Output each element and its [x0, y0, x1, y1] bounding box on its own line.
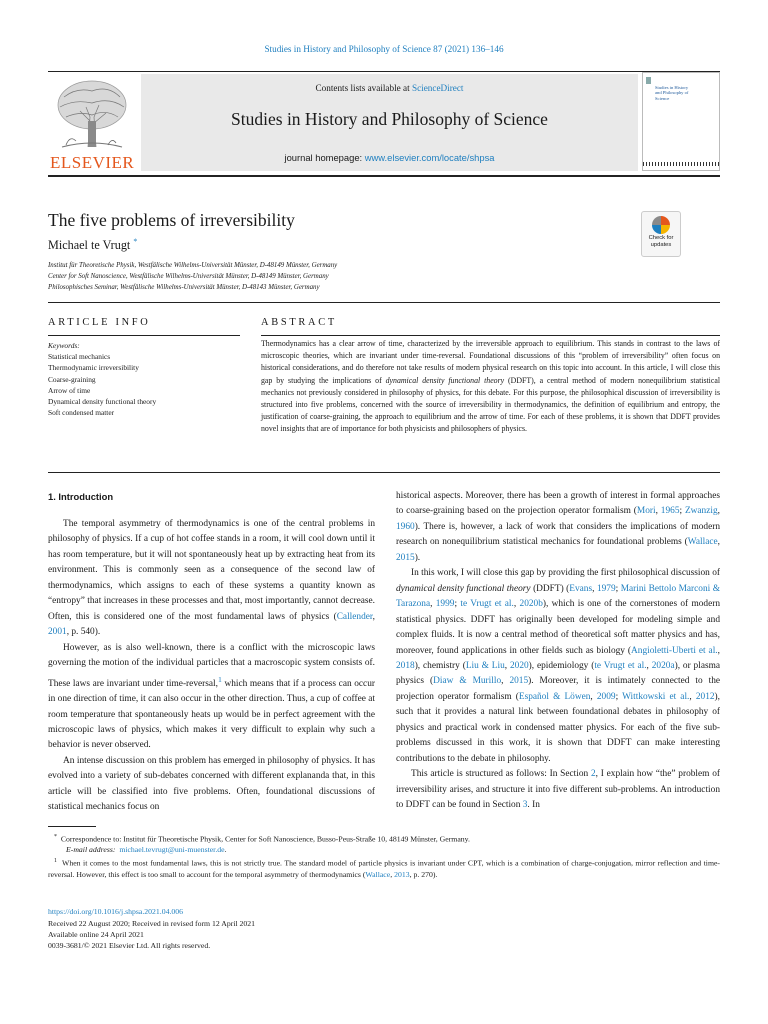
affiliation: Center for Soft Nanoscience, Westfälische Wilhelms-Universität Münster, D-48149 Münster, Germany [48, 273, 329, 280]
citation-link[interactable]: 2015 [509, 676, 529, 687]
divider [48, 302, 720, 303]
citation-link[interactable]: 2018 [396, 660, 415, 671]
citation-link[interactable]: 2001 [48, 627, 67, 638]
abstract-text [261, 338, 720, 436]
abstract-part: Thermodynamics has a clear arrow of time, characterized by the irreversible approach to equilibrium. This stands in contrast to the laws of microscopic theories, which are invariant under time-reversal. Foundational discussions of this “problem of irreversibility” often focus on historical considerations, and do therefore not take results of modern physical research on this topic into account. In this article, I will close this gap by studying the implications of [261, 339, 720, 385]
citation-link[interactable]: 2020b [519, 599, 543, 610]
cover-barcode [643, 162, 719, 166]
copyright: 0039-3681/© 2021 Elsevier Ltd. All rights reserved. [48, 941, 211, 950]
body-column-right [396, 489, 720, 814]
body-column-left [48, 517, 375, 816]
citation-link[interactable]: 2020 [509, 660, 529, 671]
citation-link[interactable]: te Vrugt et al. [594, 660, 647, 671]
citation-link[interactable]: Wallace [365, 869, 391, 879]
check-updates-icon [652, 216, 670, 234]
affiliation: Philosophisches Seminar, Westfälische Wilhelms-Universität Münster, D-48143 Münster, Germany [48, 284, 320, 291]
footnote-link[interactable]: 1 [217, 674, 222, 684]
journal-band [141, 74, 638, 171]
keyword: Thermodynamic irreversibility [48, 363, 139, 372]
citation-link[interactable]: Diaw & Murillo [433, 676, 502, 687]
citation-link[interactable]: 2012 [695, 691, 715, 702]
check-updates-line: updates [650, 241, 672, 248]
author-line [48, 237, 137, 253]
section-link[interactable]: 3 [522, 800, 528, 811]
citation-link[interactable]: Wallace [687, 537, 718, 548]
keyword: Statistical mechanics [48, 352, 111, 361]
divider [261, 335, 720, 336]
article-title: The five problems of irreversibility [48, 210, 295, 230]
citation-link[interactable]: Evans [569, 583, 593, 594]
keyword: Arrow of time [48, 386, 91, 395]
citation-link[interactable]: Zwanzig [684, 506, 718, 517]
citation-link[interactable]: 1965 [660, 506, 680, 517]
citation-link[interactable]: 1979 [596, 583, 616, 594]
citation-link[interactable]: 2020a [651, 660, 675, 671]
citation-link[interactable]: Angioletti-Uberti et al. [631, 645, 718, 656]
divider [48, 472, 720, 473]
sciencedirect-link[interactable]: ScienceDirect [411, 83, 464, 93]
paragraph: An intense discussion on this problem has emerged in philosophy of physics. It has evolved into a variety of sub-debates concerned with different explananda that, in this article will be classified into five problems. Often, foundational discussions of statistical mechanics focus on [48, 755, 375, 813]
elsevier-logo[interactable] [48, 75, 136, 171]
homepage-link[interactable]: www.elsevier.com/locate/shpsa [364, 152, 495, 163]
cover-title: Studies in History and Philosophy of Science [655, 85, 689, 101]
check-for-updates-button[interactable] [641, 211, 681, 257]
citation-link[interactable]: Marini Bettolo Marconi & Tarazona [396, 583, 720, 610]
citation-link[interactable]: Callender [336, 611, 373, 622]
homepage-prefix: journal homepage: [284, 152, 365, 163]
paragraph: historical aspects. Moreover, there has been a growth of interest in formal approaches to coarse-graining based on the projection operator formalism (Mori, 1965; Zwanzig, 1960). There is, however, a lack of work that considers the implications of modern research on nonequilibrium statistical mechanics for foundational problems (Wallace, 2015). [396, 491, 720, 563]
citation-link[interactable]: 1999 [435, 599, 455, 610]
doi-link[interactable]: https://doi.org/10.1016/j.shpsa.2021.04.006 [48, 907, 184, 916]
citation-link[interactable]: te Vrugt et al. [460, 599, 514, 610]
check-updates-line: Check for [648, 235, 674, 241]
citation-link[interactable]: Liu & Liu [465, 660, 505, 671]
journal-citation-link[interactable]: Studies in History and Philosophy of Science 87 (2021) 136–146 [264, 44, 504, 54]
footnote-mark: 1 [54, 858, 57, 864]
elsevier-tree-icon [52, 77, 132, 151]
section-heading-introduction: 1. Introduction [48, 491, 114, 502]
corresponding-author-mark[interactable]: * [133, 237, 138, 246]
abstract-heading: ABSTRACT [261, 317, 337, 328]
footnote-divider [48, 826, 96, 827]
abstract-part: (DDFT), a central method of modern nonequilibrium statistical mechanics not previously considered in philosophy of physics, for this debate. For this purpose, the philosophical discussion of irreversibility is structured into five problems, concerned with the source of irreversibility in thermodynamics, the definition of equilibrium and entropy, the justification of coarse-graining, the approach to equilibrium and the arrow of time. For each of these problems, it is shown that DDFT provides novel insights that are of importance for both physicists and philosophers of physics. [261, 375, 721, 434]
journal-title: Studies in History and Philosophy of Science [231, 109, 548, 129]
article-info-heading: ARTICLE INFO [48, 317, 151, 328]
contents-prefix: Contents lists available at [315, 83, 412, 93]
journal-cover-thumbnail[interactable] [642, 72, 720, 171]
citation-link[interactable]: 2015 [396, 552, 415, 563]
email-footnote: E-mail address: michael.tevrugt@uni-muenster.de. [66, 845, 227, 854]
footnote-1: $^1$ When it comes to the most fundamental laws, this is not strictly true. The standard model of particle physics is invariant under CPT, which is a combination of charge-conjugation, mirror reflection and time-reversal. However, this effect is too small to account for the temporal asymmetry of thermodynamics (Wallace, 2013, p. 270). [48, 858, 721, 879]
paragraph: However, as is also well-known, there is a conflict with the microscopic laws governing the motion of the individual particles that a macroscopic system consists of. These laws are invariant under time-reversal,$^1$ which means that if a process can occur in one direction of time, it can also occur in the other direction. Thus, a cup of coffee at room temperature that spontaneously heats up would be in perfect agreement with the microscopic laws of physics, which makes it very difficult to explain why such a behavior is never observed. [48, 642, 375, 751]
citation-link[interactable]: 2013 [394, 869, 410, 879]
divider [48, 335, 240, 336]
email-link[interactable]: michael.tevrugt@uni-muenster.de [119, 845, 225, 854]
section-link[interactable]: 2 [590, 769, 596, 780]
publisher-name: ELSEVIER [50, 153, 135, 172]
paragraph: This article is structured as follows: In Section 2, I explain how “the” problem of irreversibility arises, and structure it into five different sub-problems. An introduction to DDFT can be found in Section 3. In [396, 769, 720, 811]
journal-homepage [141, 152, 638, 163]
contents-availability [141, 83, 638, 93]
footnote-mark: * [54, 834, 57, 840]
online-date: Available online 24 April 2021 [48, 930, 144, 939]
correspondence-footnote: * Correspondence to: Institut für Theoretische Physik, Center for Soft Nanoscience, Busso-Peus-Straße 10, 48149 Münster, Germany. [54, 834, 470, 844]
citation-link[interactable]: Wittkowski et al. [622, 691, 690, 702]
keyword: Coarse-graining [48, 375, 96, 384]
cover-emblem-icon [646, 77, 651, 84]
keyword: Dynamical density functional theory [48, 397, 157, 406]
citation-link[interactable]: Español & Löwen [518, 691, 591, 702]
journal-masthead [48, 71, 720, 177]
paragraph: The temporal asymmetry of thermodynamics is one of the central problems in philosophy of physics. If a cup of hot coffee stands in a room, it will cool down until it has room temperature, but it will not spontaneously heat up by extracting heat from its environment. This is commonly seen as a consequence of the second law of thermodynamics, which assigns to each of these systems a quantity known as “entropy” that increases in these processes and that, most importantly, cannot decrease. Often, this is considered one of the most fundamental laws of physics (Callender, 2001, p. 540). [48, 519, 375, 638]
email-label: E-mail address: [66, 845, 116, 854]
citation-link[interactable]: 2009 [596, 691, 616, 702]
paragraph: In this work, I will close this gap by providing the first philosophical discussion of dynamical density functional theory (DDFT) (Evans, 1979; Marini Bettolo Marconi & Tarazona, 1999; te Vrugt et al., 2020b), which is one of the cornerstones of modern statistical physics. DDFT has originally been developed for modeling simple and complex fluids. It is now a central method of theoretical soft matter physics and has, moreover, found applications in other fields such as biology (Angioletti-Uberti et al., 2018), chemistry (Liu & Liu, 2020), epidemiology (te Vrugt et al., 2020a), or plasma physics (Diaw & Murillo, 2015). Moreover, it is intimately connected to the projection operator formalism (Español & Löwen, 2009; Wittkowski et al., 2012), such that it provides a natural link between foundational debates in philosophy of physics and practical work in condensed matter physics. For each of the five sub-problems discussed in this work, it is shown that DDFT can make interesting contributions to the debate in philosophy. [396, 568, 721, 764]
citation-link[interactable]: 1960 [396, 521, 415, 532]
keyword: Soft condensed matter [48, 408, 115, 417]
citation-link[interactable]: Mori [636, 506, 656, 517]
received-dates: Received 22 August 2020; Received in revised form 12 April 2021 [48, 919, 256, 928]
keywords-label: Keywords: [48, 341, 80, 350]
affiliation: Institut für Theoretische Physik, Westfälische Wilhelms-Universität Münster, D-48149 Münster, Germany [48, 262, 338, 269]
abstract-emphasis: dynamical density functional theory [385, 375, 505, 385]
author-name[interactable]: Michael te Vrugt [48, 238, 131, 253]
